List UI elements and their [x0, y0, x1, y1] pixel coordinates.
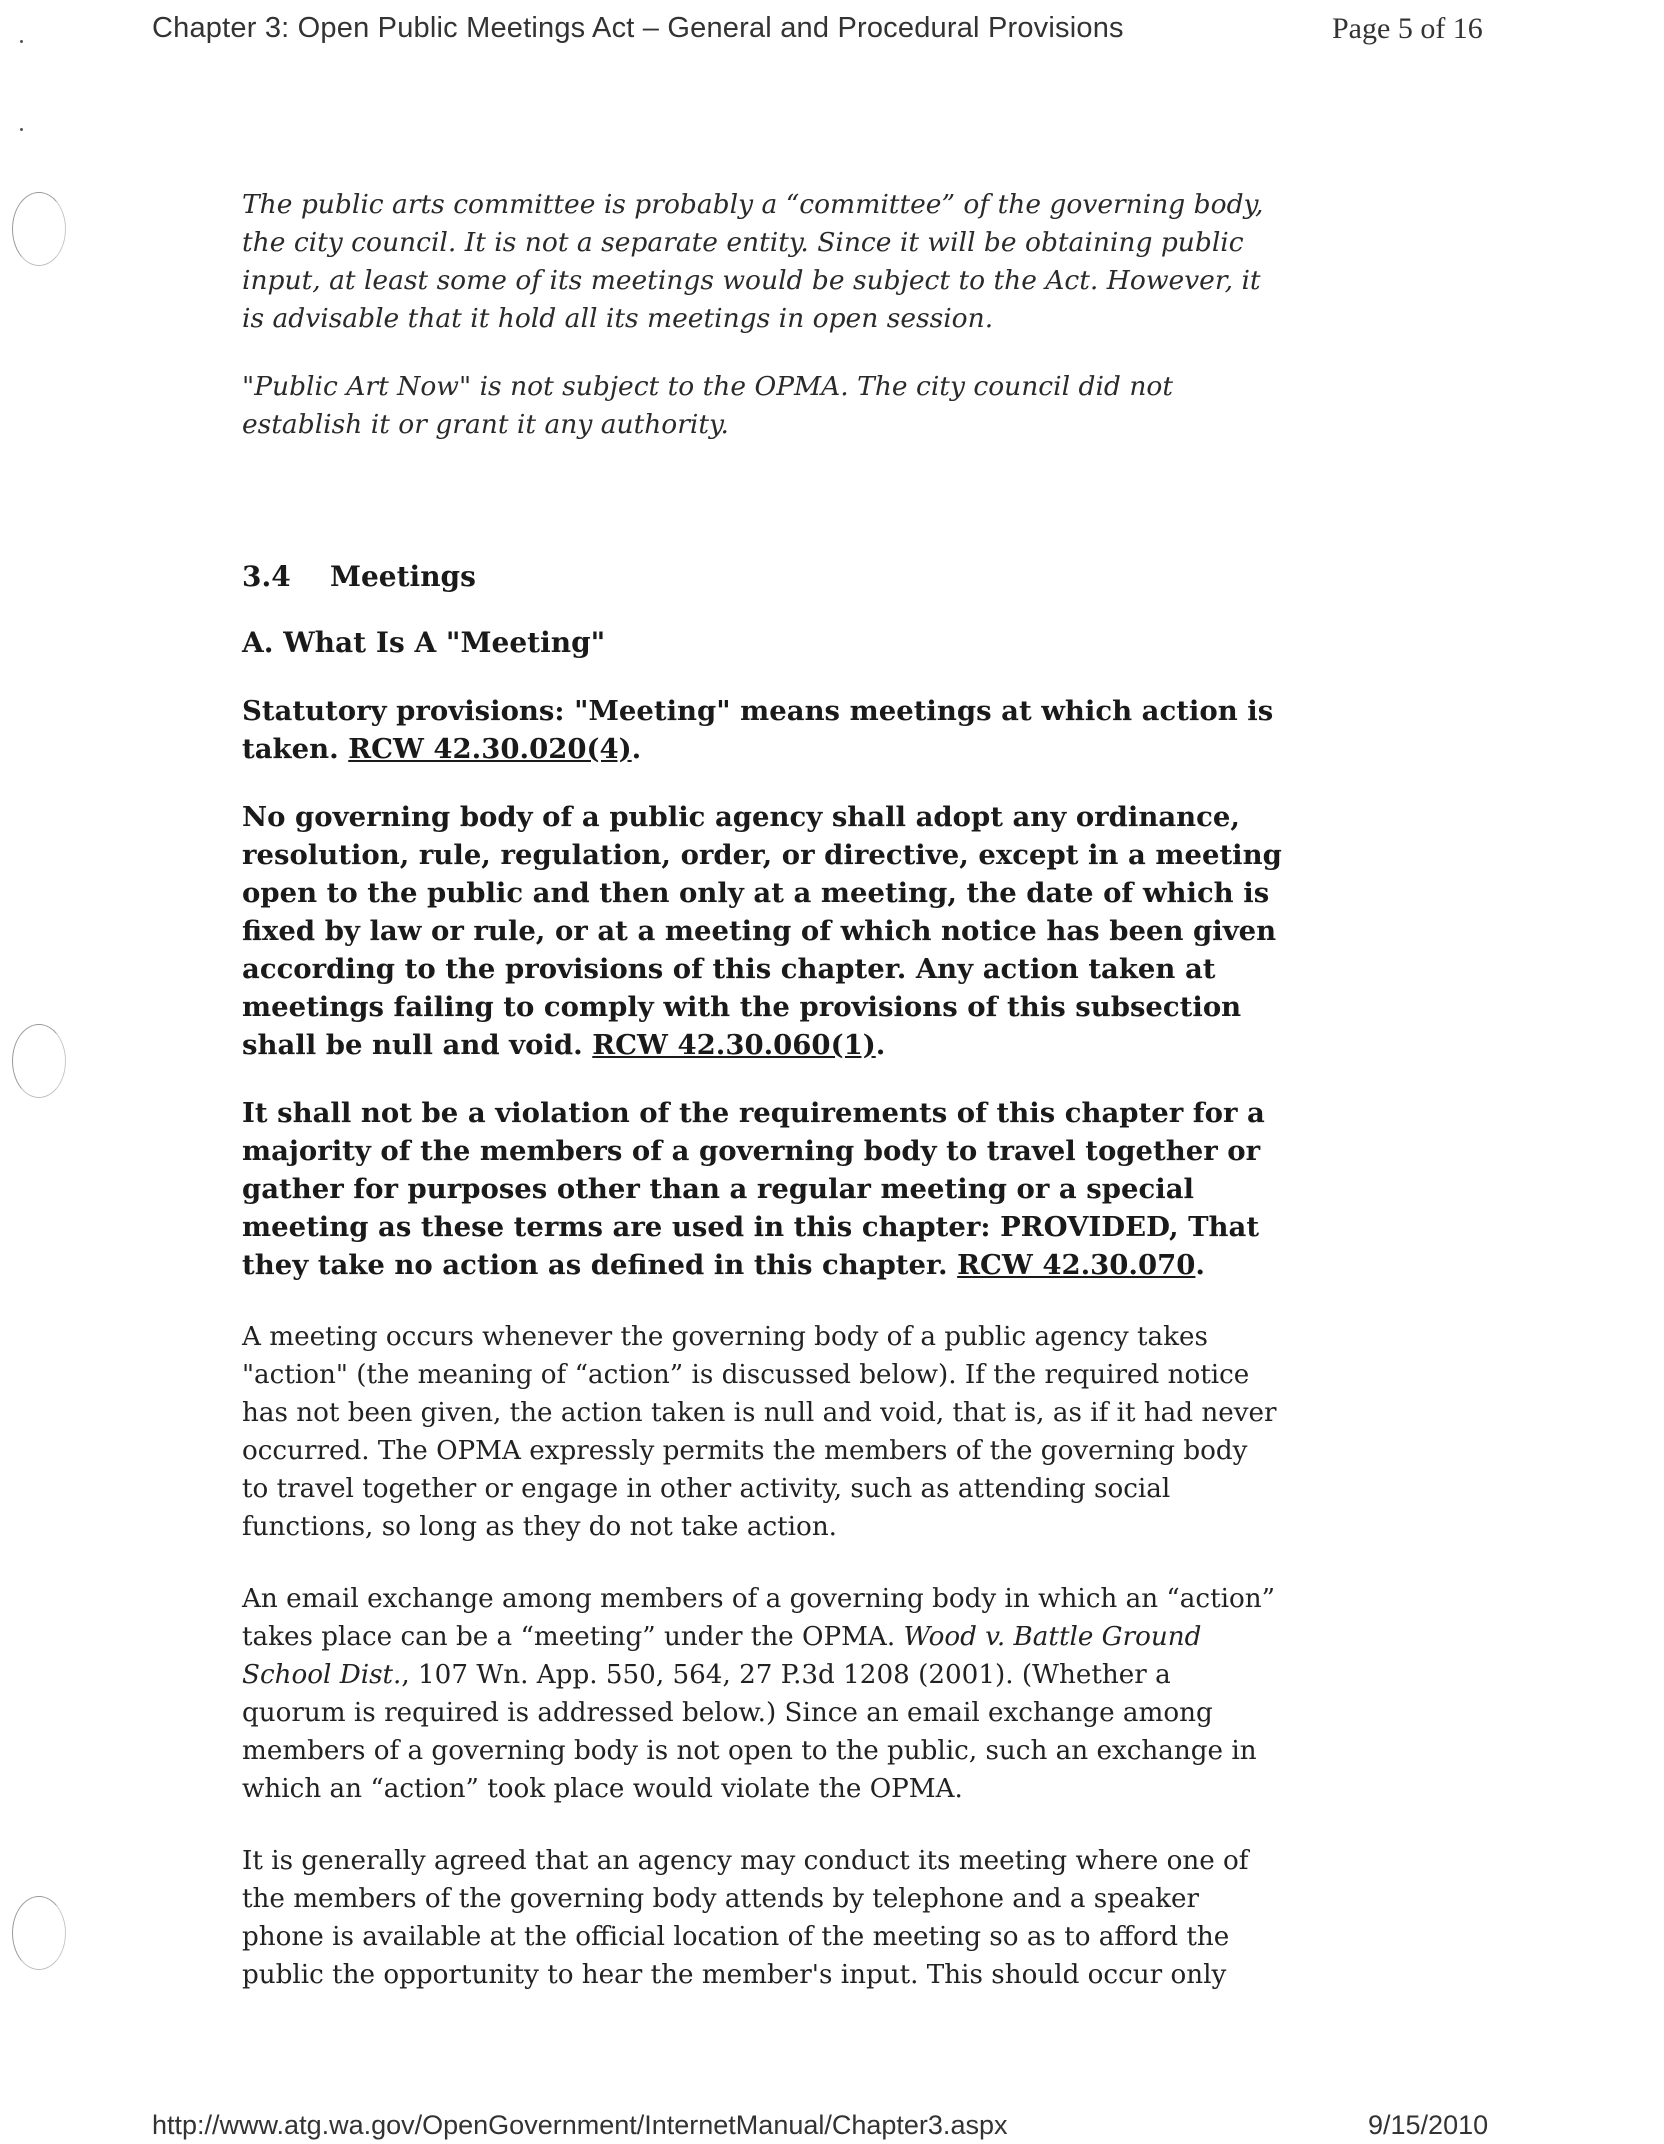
statutory-provision	[242, 692, 1282, 768]
statute-citation-link[interactable]: RCW 42.30.070	[957, 1249, 1196, 1281]
punch-hole-mark	[12, 192, 66, 266]
statute-period: .	[875, 1029, 886, 1061]
statute-text: No governing body of a public agency shall adopt any ordinance, resolution, rule, regulation, order, or directive, except in a meeting open to the public and then only at a meeting, the date of which is fixed by law or rule, or at a meeting of which notice has been given according to the provisions of this chapter. Any action taken at meetings failing to comply with the provisions of this subsection shall be null and void.	[242, 801, 1282, 1061]
intro-paragraph: The public arts committee is probably a “committee” of the governing body, the city council. It is not a separate entity. Since it will be obtaining public input, at least some of its meetings would be subject to the Act. However, it is advisable that it hold all its meetings in open session.	[242, 189, 1264, 334]
scan-speck	[20, 40, 23, 43]
section-title: Meetings	[330, 560, 476, 593]
statute-period: .	[631, 733, 642, 765]
body-paragraph: It is generally agreed that an agency may conduct its meeting where one of the members of the governing body attends by telephone and a speaker phone is available at the official location of the meeting so as to afford the public the opportunity to hear the member's input. This should occur only	[242, 1846, 1249, 1990]
punch-hole-mark	[12, 1024, 66, 1098]
statute-text: Statutory provisions: "Meeting" means meetings at which action is taken.	[242, 695, 1274, 765]
header-chapter-title: Chapter 3: Open Public Meetings Act – General and Procedural Provisions	[152, 12, 1124, 44]
section-heading	[242, 558, 1282, 596]
statute-citation-link[interactable]: RCW 42.30.060(1)	[592, 1029, 876, 1061]
body-paragraph: A meeting occurs whenever the governing body of a public agency takes "action" (the meaning of “action” is discussed below). If the required notice has not been given, the action taken is null and void, that is, as if it had never occurred. The OPMA expressly permits the members of the governing body to travel together or engage in other activity, such as attending social functions, so long as they do not take action.	[242, 1322, 1277, 1542]
statute-text: It shall not be a violation of the requirements of this chapter for a majority of the members of a governing body to travel together or gather for purposes other than a regular meeting or a special meeting as these terms are used in this chapter: PROVIDED, That they take no action as defined in this chapter.	[242, 1097, 1265, 1281]
intro-paragraph: "Public Art Now" is not subject to the OPMA. The city council did not establish it or grant it any authority.	[242, 371, 1173, 440]
main-content	[242, 186, 1282, 1994]
body-text: An email exchange among members of a governing body in which an “action” takes place can be a “meeting” under the OPMA.	[242, 1584, 1275, 1652]
section-number: 3.4	[242, 560, 291, 593]
punch-hole-mark	[12, 1896, 66, 1970]
footer-date: 9/15/2010	[1368, 2110, 1489, 2140]
statute-citation-link[interactable]: RCW 42.30.020(4)	[348, 733, 632, 765]
body-text: , 107 Wn. App. 550, 564, 27 P.3d 1208 (2001). (Whether a quorum is required is addressed below.) Since an email exchange among members of a governing body is not open to the public, such an exchange in which an “action” took place would violate the OPMA.	[242, 1660, 1257, 1804]
header-page-number: Page 5 of 16	[1332, 12, 1483, 45]
body-paragraph	[242, 1580, 1282, 1808]
statutory-provision	[242, 1094, 1282, 1284]
statutory-provision	[242, 798, 1282, 1064]
statute-period: .	[1195, 1249, 1205, 1281]
footer-url: http://www.atg.wa.gov/OpenGovernment/InternetManual/Chapter3.aspx	[152, 2110, 1008, 2140]
case-name: Wood v. Battle Ground School Dist.	[242, 1622, 1202, 1690]
subsection-heading: A. What Is A "Meeting"	[242, 626, 606, 659]
scan-speck	[20, 128, 23, 131]
